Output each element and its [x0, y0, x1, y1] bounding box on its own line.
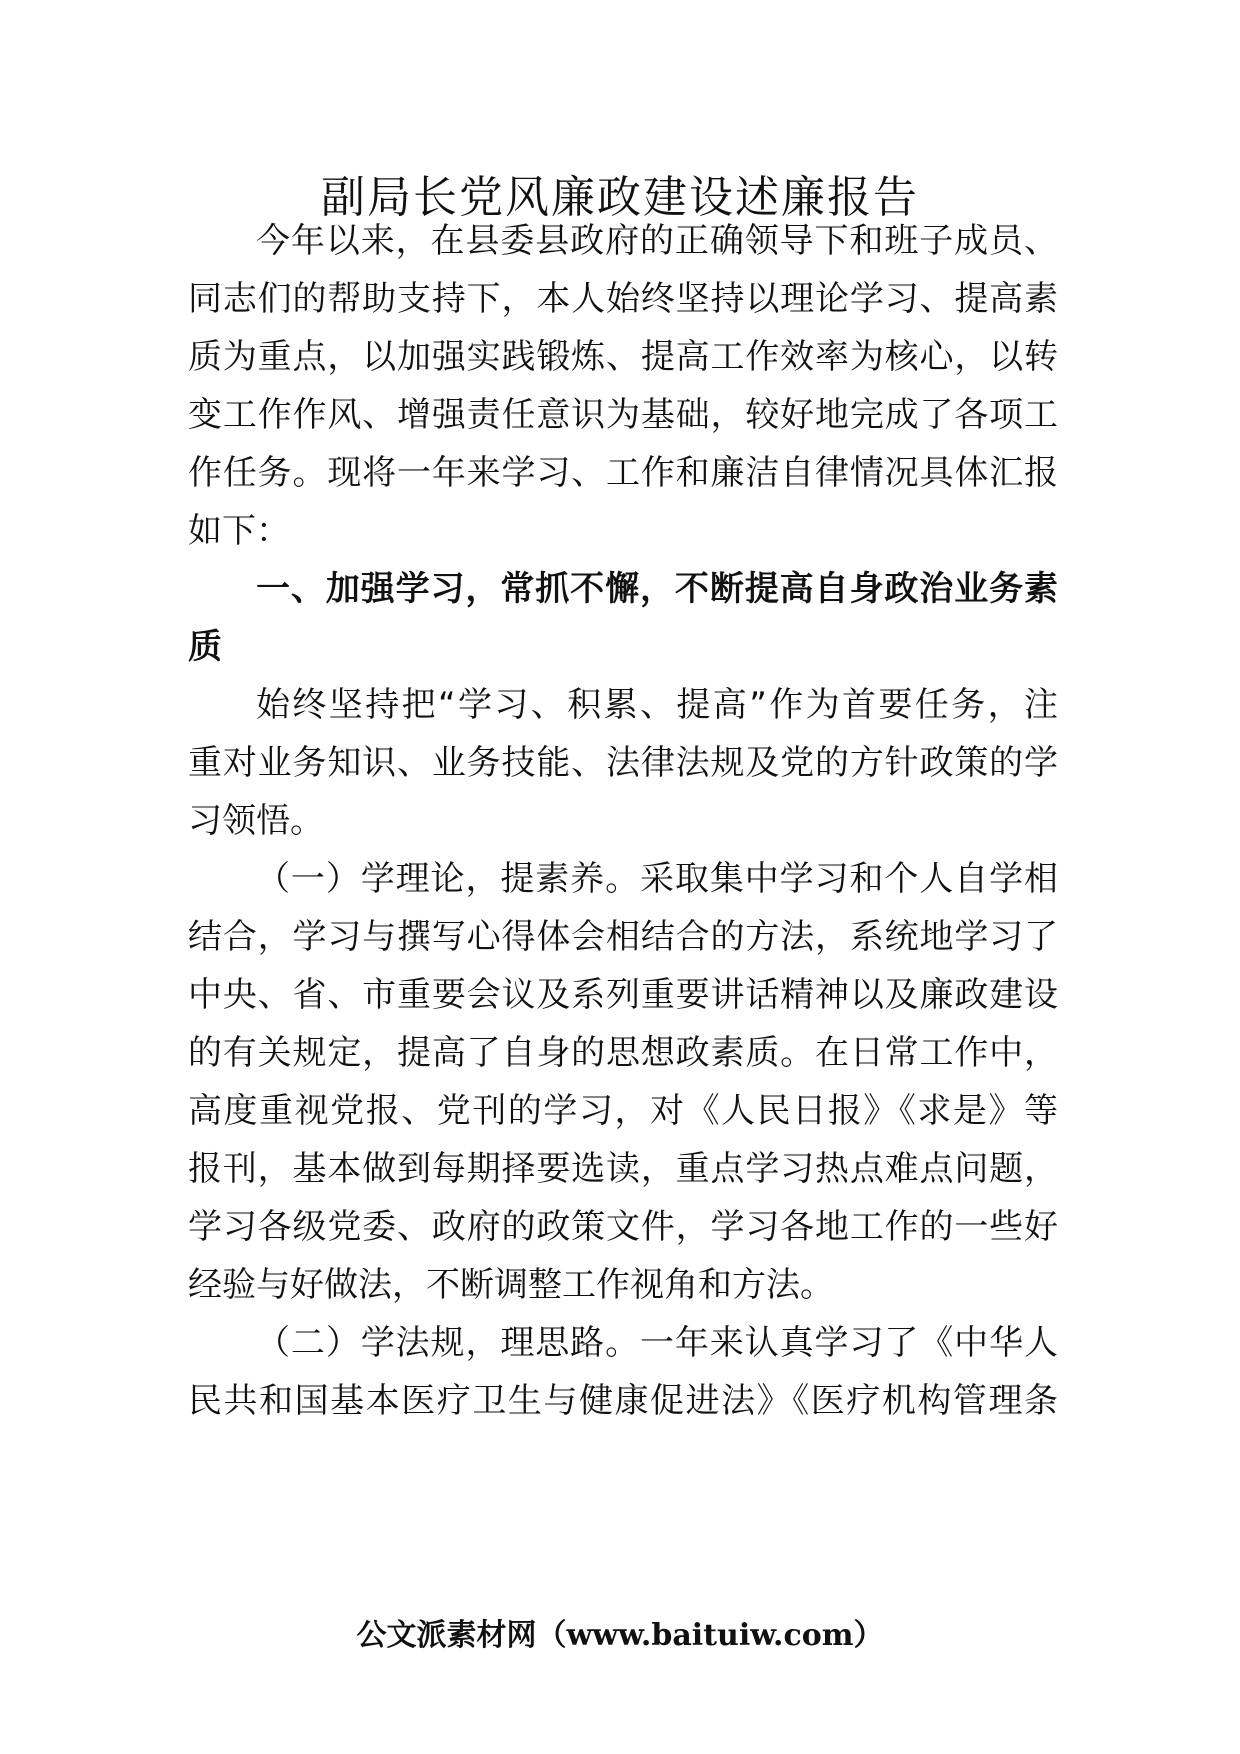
paragraph-line: 变工作作风、增强责任意识为基础，较好地完成了各项工	[188, 395, 1058, 435]
paragraph-line: 今年以来，在县委县政府的正确领导下和班子成员、	[256, 221, 1058, 261]
footer-watermark: 公文派素材网（www.baituiw.com）	[356, 1618, 884, 1653]
paragraph-line: 质为重点，以加强实践锻炼、提高工作效率为核心，以转	[188, 337, 1058, 377]
paragraph-line: 结合，学习与撰写心得体会相结合的方法，系统地学习了	[188, 917, 1058, 957]
paragraph-line: 作任务。现将一年来学习、工作和廉洁自律情况具体汇报	[188, 453, 1058, 493]
paragraph-line: 中央、省、市重要会议及系列重要讲话精神以及廉政建设	[188, 975, 1058, 1015]
paragraph-line: 经验与好做法，不断调整工作视角和方法。	[188, 1265, 834, 1305]
paragraph-line: 民共和国基本医疗卫生与健康促进法》《医疗机构管理条	[188, 1381, 1058, 1421]
paragraph-line: 学习各级党委、政府的政策文件，学习各地工作的一些好	[188, 1207, 1058, 1247]
paragraph-line: （二）学法规，理思路。一年来认真学习了《中华人	[256, 1323, 1058, 1363]
paragraph-line: 高度重视党报、党刊的学习，对《人民日报》《求是》等	[188, 1091, 1058, 1131]
paragraph-line: 始终坚持把“学习、积累、提高”作为首要任务，注	[256, 685, 1058, 725]
section-heading-line: 一、加强学习，常抓不懈，不断提高自身政治业务素	[256, 569, 1058, 609]
paragraph-line: 的有关规定，提高了自身的思想政素质。在日常工作中，	[188, 1033, 1058, 1073]
paragraph-line: 如下：	[188, 511, 290, 551]
paragraph-line: 同志们的帮助支持下，本人始终坚持以理论学习、提高素	[188, 279, 1058, 319]
section-heading-line: 质	[188, 627, 222, 667]
paragraph-line: （一）学理论，提素养。采取集中学习和个人自学相	[256, 859, 1058, 899]
paragraph-line: 报刊，基本做到每期择要选读，重点学习热点难点问题，	[188, 1149, 1058, 1189]
paragraph-line: 重对业务知识、业务技能、法律法规及党的方针政策的学	[188, 743, 1058, 783]
paragraph-line: 习领悟。	[188, 801, 324, 841]
document-title: 副局长党风廉政建设述廉报告	[321, 172, 919, 223]
